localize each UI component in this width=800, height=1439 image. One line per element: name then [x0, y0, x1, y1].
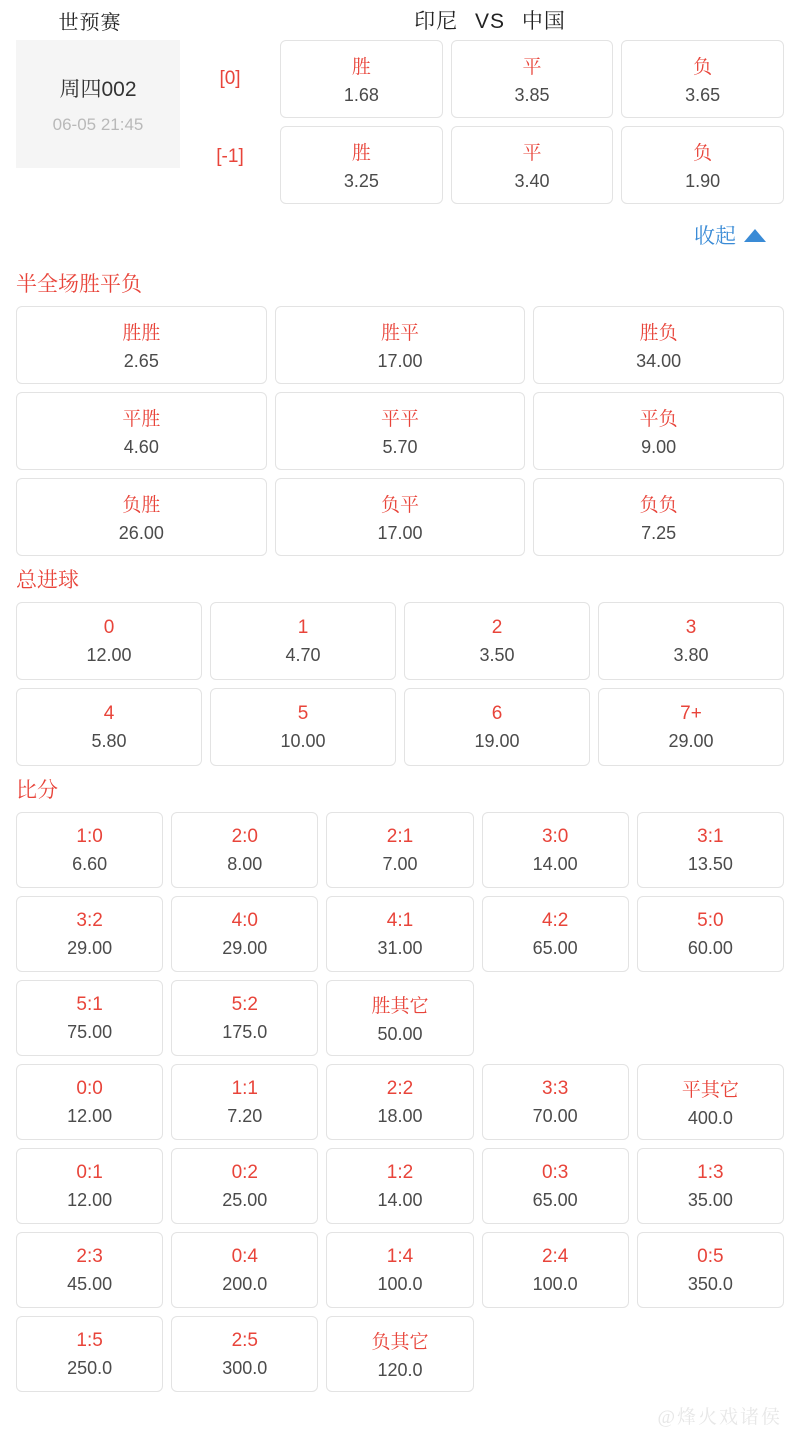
- matchup-title: [180, 5, 800, 35]
- main-odds-grid: [280, 40, 784, 212]
- odds-cell-label: 0:1: [76, 1161, 103, 1183]
- odds-cell-2-19[interactable]: [637, 1064, 784, 1140]
- odds-cell-label: 1:5: [76, 1329, 103, 1351]
- odds-cell-0-4[interactable]: [275, 392, 526, 470]
- odds-cell-value: 7.20: [227, 1105, 263, 1126]
- odds-cell-value: 4.70: [285, 644, 321, 665]
- odds-cell-2-4[interactable]: [637, 812, 784, 888]
- odds-cell-label: 胜平: [380, 323, 419, 344]
- odds-cell-value: 3.50: [479, 644, 515, 665]
- odds-cell-value: 6.60: [72, 853, 108, 874]
- odds-cell-2-15[interactable]: [16, 1064, 163, 1140]
- odd-cell-1-0[interactable]: [280, 126, 443, 204]
- odd-value: 3.40: [514, 171, 550, 191]
- odds-cell-label: 平胜: [122, 409, 161, 430]
- odds-cell-value: 350.0: [687, 1273, 733, 1294]
- odds-cell-value: 7.00: [382, 853, 418, 874]
- odd-label: 胜: [351, 143, 371, 164]
- section-title-1: 总进球: [16, 569, 79, 592]
- odds-cell-0-5[interactable]: [533, 392, 784, 470]
- odds-cell-value: 400.0: [687, 1108, 733, 1128]
- odds-cell-2-5[interactable]: [16, 896, 163, 972]
- odds-cell-2-12[interactable]: [326, 980, 473, 1056]
- collapse-toggle[interactable]: [0, 212, 800, 260]
- odds-cell-label: 平平: [380, 409, 419, 430]
- odds-cell-value: 29.00: [222, 937, 268, 958]
- odds-cell-0-1[interactable]: [275, 306, 526, 384]
- odd-cell-1-1[interactable]: [451, 126, 614, 204]
- odds-cell-label: 2:3: [76, 1245, 103, 1267]
- odds-cell-2-21[interactable]: [171, 1148, 318, 1224]
- odds-cell-label: 0:5: [697, 1245, 724, 1267]
- odds-cell-label: 2: [491, 616, 503, 638]
- odds-cell-label: 胜胜: [122, 323, 161, 344]
- odd-label: 平: [522, 57, 542, 78]
- odds-cell-1-4[interactable]: [16, 688, 202, 766]
- odds-cell-2-27[interactable]: [326, 1232, 473, 1308]
- odds-cell-label: 4:2: [541, 909, 569, 931]
- odds-cell-value: 45.00: [67, 1273, 113, 1294]
- section-grid-2: [0, 812, 800, 1392]
- odds-cell-2-22[interactable]: [326, 1148, 473, 1224]
- odds-cell-label: 1:1: [231, 1077, 258, 1099]
- odds-cell-2-8[interactable]: [482, 896, 629, 972]
- odds-cell-label: 3:1: [697, 825, 724, 847]
- match-number: 周四002: [59, 78, 137, 101]
- odd-cell-0-0[interactable]: [280, 40, 443, 118]
- odds-cell-2-3[interactable]: [482, 812, 629, 888]
- odds-cell-label: 3: [685, 616, 697, 638]
- odds-cell-2-28[interactable]: [482, 1232, 629, 1308]
- odds-cell-label: 负负: [639, 495, 678, 516]
- odds-cell-2-30[interactable]: [16, 1316, 163, 1392]
- odds-cell-value: 250.0: [67, 1357, 113, 1378]
- odds-cell-1-0[interactable]: [16, 602, 202, 680]
- odd-value: 3.65: [685, 85, 721, 105]
- odds-cell-value: 14.00: [532, 853, 578, 874]
- odds-cell-1-7[interactable]: [598, 688, 784, 766]
- odds-cell-label: 1: [297, 616, 309, 638]
- odds-cell-value: 100.0: [377, 1273, 423, 1294]
- odds-cell-value: 10.00: [280, 730, 326, 751]
- odds-cell-value: 9.00: [641, 437, 677, 457]
- match-header: [0, 0, 800, 40]
- odd-cell-1-2[interactable]: [621, 126, 784, 204]
- odds-cell-label: 6: [491, 702, 503, 724]
- odds-cell-value: 200.0: [222, 1273, 268, 1294]
- odds-cell-value: 65.00: [532, 937, 578, 958]
- odds-cell-2-31[interactable]: [171, 1316, 318, 1392]
- odds-cell-label: 2:1: [386, 825, 414, 847]
- odds-cell-1-2[interactable]: [404, 602, 590, 680]
- odds-cell-value: 34.00: [636, 351, 682, 371]
- odds-cell-0-2[interactable]: [533, 306, 784, 384]
- odds-cell-label: 0:2: [231, 1161, 258, 1183]
- odds-cell-2-29[interactable]: [637, 1232, 784, 1308]
- match-info-card[interactable]: [16, 40, 180, 168]
- odds-cell-2-20[interactable]: [16, 1148, 163, 1224]
- section-title-2: 比分: [16, 779, 58, 802]
- odds-cell-2-10[interactable]: [16, 980, 163, 1056]
- odds-cell-0-3[interactable]: [16, 392, 267, 470]
- odds-cell-value: 17.00: [377, 351, 423, 371]
- odds-cell-label: 2:2: [386, 1077, 414, 1099]
- odds-row-1: [280, 126, 784, 204]
- odds-cell-label: 0: [103, 616, 115, 638]
- odds-cell-value: 60.00: [687, 937, 733, 958]
- grid-spacer: [482, 980, 629, 1056]
- odds-cell-label: 胜负: [639, 323, 678, 344]
- match-datetime: 06-05 21:45: [52, 115, 144, 134]
- odd-label: 平: [522, 143, 542, 164]
- league-name: 世预赛: [58, 11, 122, 34]
- odds-cell-value: 175.0: [222, 1021, 268, 1042]
- odds-cell-value: 13.50: [687, 853, 733, 874]
- odd-label: 胜: [351, 57, 371, 78]
- odds-cell-0-6[interactable]: [16, 478, 267, 556]
- odds-cell-value: 31.00: [377, 937, 423, 958]
- odd-cell-0-1[interactable]: [451, 40, 614, 118]
- odds-cell-1-5[interactable]: [210, 688, 396, 766]
- odds-cell-label: 胜其它: [371, 996, 429, 1017]
- odds-cell-value: 14.00: [377, 1189, 423, 1210]
- odds-cell-label: 3:0: [541, 825, 569, 847]
- odds-cell-value: 26.00: [118, 523, 164, 543]
- watermark: @烽火戏诸侯: [657, 1407, 782, 1428]
- odds-cell-value: 8.00: [227, 853, 263, 874]
- home-team: 印尼: [414, 10, 459, 33]
- collapse-label: 收起: [694, 225, 736, 248]
- odds-cell-value: 19.00: [474, 730, 520, 751]
- odds-cell-value: 5.80: [91, 730, 127, 751]
- odds-cell-value: 70.00: [532, 1105, 578, 1126]
- odds-cell-2-26[interactable]: [171, 1232, 318, 1308]
- odds-cell-label: 3:3: [541, 1077, 569, 1099]
- odds-cell-value: 25.00: [222, 1189, 268, 1210]
- odds-cell-value: 12.00: [86, 644, 132, 665]
- odds-cell-value: 12.00: [67, 1105, 113, 1126]
- odds-cell-1-6[interactable]: [404, 688, 590, 766]
- odds-cell-2-0[interactable]: [16, 812, 163, 888]
- odds-cell-2-16[interactable]: [171, 1064, 318, 1140]
- odds-cell-label: 5:0: [697, 909, 724, 931]
- odd-value: 1.90: [685, 171, 721, 191]
- odds-cell-label: 2:5: [231, 1329, 258, 1351]
- odd-value: 1.68: [343, 85, 379, 105]
- odds-cell-value: 18.00: [377, 1105, 423, 1126]
- odds-cell-2-18[interactable]: [482, 1064, 629, 1140]
- odds-cell-value: 5.70: [382, 437, 418, 457]
- odds-cell-2-6[interactable]: [171, 896, 318, 972]
- odd-label: 负: [693, 57, 713, 78]
- odds-cell-label: 7+: [680, 702, 702, 724]
- odd-value: 3.85: [514, 85, 550, 105]
- odds-cell-label: 5: [297, 702, 309, 724]
- odds-cell-label: 0:4: [231, 1245, 258, 1267]
- odds-cell-label: 0:3: [541, 1161, 569, 1183]
- odds-cell-label: 1:2: [386, 1161, 414, 1183]
- odds-cell-2-25[interactable]: [16, 1232, 163, 1308]
- odd-label: 负: [693, 143, 713, 164]
- odds-cell-0-0[interactable]: [16, 306, 267, 384]
- odds-cell-label: 4:1: [386, 909, 414, 931]
- caret-up-icon: [744, 229, 766, 242]
- odds-cell-value: 300.0: [222, 1357, 268, 1378]
- away-team: 中国: [521, 10, 566, 33]
- handicap-column: [180, 40, 280, 196]
- odds-cell-value: 75.00: [67, 1021, 113, 1042]
- odds-cell-1-1[interactable]: [210, 602, 396, 680]
- odds-cell-label: 负平: [380, 495, 419, 516]
- odds-cell-0-8[interactable]: [533, 478, 784, 556]
- odds-cell-label: 1:4: [386, 1245, 414, 1267]
- odds-cell-label: 0:0: [76, 1077, 103, 1099]
- odds-cell-0-7[interactable]: [275, 478, 526, 556]
- odds-cell-2-1[interactable]: [171, 812, 318, 888]
- odds-cell-value: 50.00: [377, 1024, 423, 1044]
- odds-cell-value: 29.00: [668, 730, 714, 751]
- odds-cell-label: 1:3: [697, 1161, 724, 1183]
- odds-cell-1-3[interactable]: [598, 602, 784, 680]
- odds-cell-2-32[interactable]: [326, 1316, 473, 1392]
- vs-label: VS: [474, 10, 505, 33]
- odds-cell-label: 平其它: [681, 1080, 739, 1101]
- odds-cell-label: 3:2: [76, 909, 103, 931]
- odds-cell-2-2[interactable]: [326, 812, 473, 888]
- odds-cell-label: 2:4: [541, 1245, 569, 1267]
- odds-cell-label: 1:0: [76, 825, 103, 847]
- odds-cell-label: 4:0: [231, 909, 258, 931]
- handicap-label-0: [0]: [219, 68, 241, 89]
- odds-cell-label: 2:0: [231, 825, 258, 847]
- odds-cell-value: 35.00: [687, 1189, 733, 1210]
- odds-cell-2-17[interactable]: [326, 1064, 473, 1140]
- odds-cell-2-9[interactable]: [637, 896, 784, 972]
- odds-cell-label: 负胜: [122, 495, 161, 516]
- odds-cell-value: 12.00: [67, 1189, 113, 1210]
- odds-cell-value: 4.60: [123, 437, 159, 457]
- odds-cell-2-24[interactable]: [637, 1148, 784, 1224]
- odds-cell-value: 3.80: [673, 644, 709, 665]
- odds-cell-label: 4: [103, 702, 115, 724]
- section-grid-1: [0, 602, 800, 766]
- odds-cell-2-7[interactable]: [326, 896, 473, 972]
- odds-cell-value: 65.00: [532, 1189, 578, 1210]
- odds-cell-value: 29.00: [67, 937, 113, 958]
- odds-cell-label: 负其它: [371, 1332, 429, 1353]
- odd-value: 3.25: [343, 171, 379, 191]
- odds-cell-value: 120.0: [377, 1360, 423, 1380]
- grid-spacer: [637, 980, 784, 1056]
- odds-cell-2-11[interactable]: [171, 980, 318, 1056]
- odds-sections: [0, 260, 800, 1392]
- handicap-label-1: [-1]: [216, 146, 244, 167]
- section-title-0: 半全场胜平负: [16, 273, 142, 296]
- odds-cell-label: 平负: [639, 409, 678, 430]
- odds-cell-label: 5:1: [76, 993, 103, 1015]
- odds-cell-value: 17.00: [377, 523, 423, 543]
- odds-cell-label: 5:2: [231, 993, 258, 1015]
- odds-row-0: [280, 40, 784, 118]
- odds-cell-value: 7.25: [641, 523, 677, 543]
- odds-cell-2-23[interactable]: [482, 1148, 629, 1224]
- odds-cell-value: 2.65: [123, 351, 159, 371]
- section-grid-0: [0, 306, 800, 556]
- odds-cell-value: 100.0: [532, 1273, 578, 1294]
- odd-cell-0-2[interactable]: [621, 40, 784, 118]
- main-odds-block: [0, 40, 800, 212]
